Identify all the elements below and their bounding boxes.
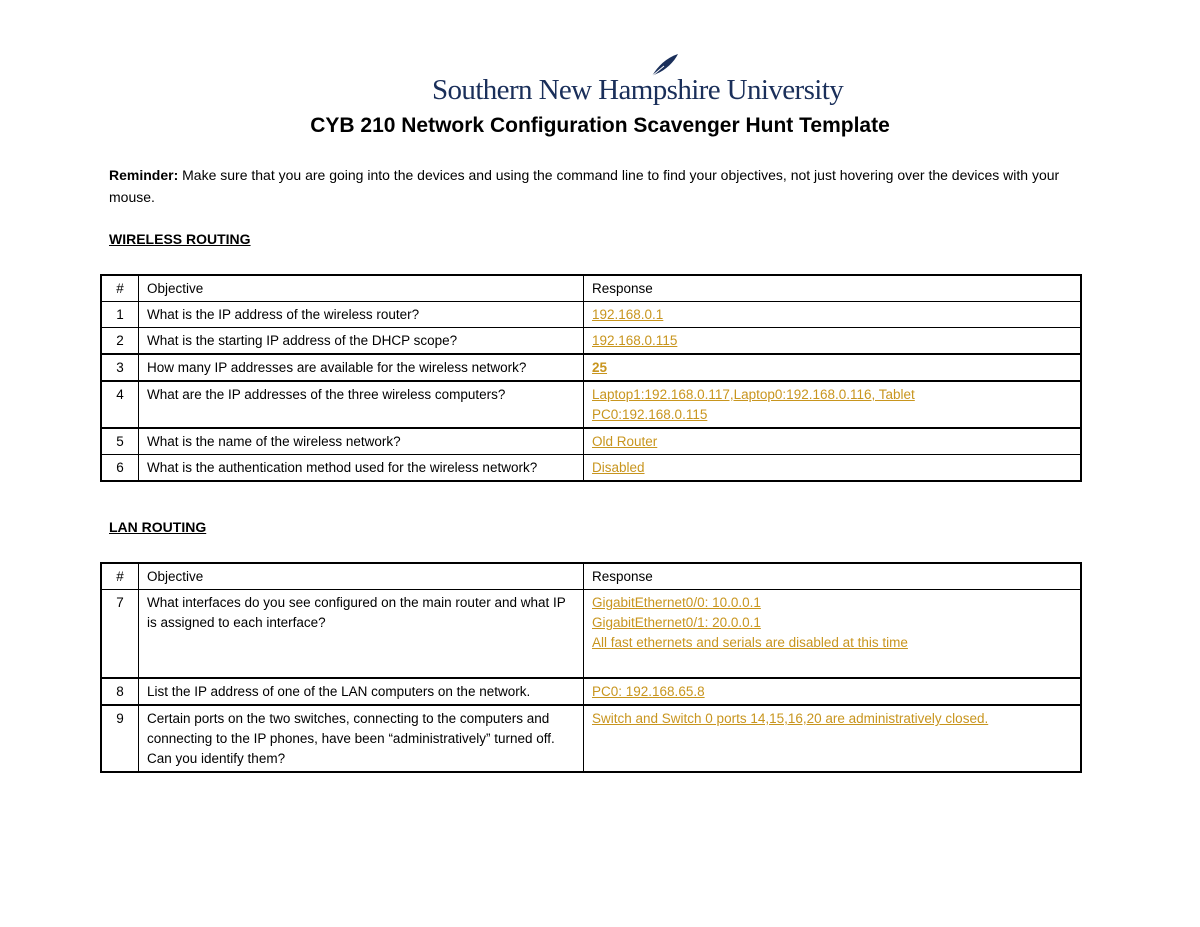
response-text: 192.168.0.1 [592,307,664,322]
lan-routing-heading: LAN ROUTING [109,519,207,535]
column-header: Objective [139,563,584,590]
table-row [101,354,1081,381]
row-number: 2 [101,328,139,355]
table-row [101,428,1081,455]
table-row [101,302,1081,328]
wireless-routing-table [100,274,1082,482]
response-text: Disabled [592,460,645,475]
objective-cell: What is the IP address of the wireless router? [139,302,584,328]
objective-cell: Certain ports on the two switches, connecting to the computers and connecting to the IP phones, have been “administratively” turned off. Can you identify them? [139,705,584,772]
objective-cell: What is the name of the wireless network? [139,428,584,455]
table-row [101,678,1081,705]
page-title: CYB 210 Network Configuration Scavenger Hunt Template [310,114,890,137]
response-cell [584,302,1082,328]
wireless-routing-heading: WIRELESS ROUTING [109,231,251,247]
row-number: 1 [101,302,139,328]
column-header: # [101,563,139,590]
row-number: 4 [101,381,139,428]
response-cell [584,354,1082,381]
logo-text: Southern New Hampshire University [432,74,844,106]
response-cell [584,328,1082,355]
table-row [101,705,1081,772]
table-row [101,328,1081,355]
table-row [101,590,1081,679]
response-text: Switch and Switch 0 ports 14,15,16,20 are administratively closed. [592,711,989,726]
table-header-row [101,563,1081,590]
snhu-logo [432,52,844,106]
row-number: 3 [101,354,139,381]
column-header: # [101,275,139,302]
column-header: Objective [139,275,584,302]
row-number: 5 [101,428,139,455]
response-text: All fast ethernets and serials are disabled at this time [592,635,908,650]
response-text: PC0: 192.168.65.8 [592,684,705,699]
response-text: 25 [592,360,608,375]
column-header: Response [584,563,1082,590]
row-number: 6 [101,455,139,482]
reminder-label: Reminder: [109,167,179,183]
row-number: 8 [101,678,139,705]
response-text: GigabitEthernet0/0: 10.0.0.1 [592,595,761,610]
row-number: 9 [101,705,139,772]
column-header: Response [584,275,1082,302]
response-text: PC0:192.168.0.115 [592,407,708,422]
feather-icon [650,52,680,78]
response-text: Laptop1:192.168.0.117,Laptop0:192.168.0.116, Tablet [592,387,915,402]
objective-cell: How many IP addresses are available for the wireless network? [139,354,584,381]
objective-cell: What is the authentication method used for the wireless network? [139,455,584,482]
table-header-row [101,275,1081,302]
objective-cell: What is the starting IP address of the DHCP scope? [139,328,584,355]
lan-routing-table [100,562,1082,773]
response-cell [584,428,1082,455]
response-cell [584,705,1082,772]
reminder-text: Make sure that you are going into the devices and using the command line to find your objectives, not just hovering over the devices with your mouse. [109,167,1060,205]
response-text: 192.168.0.115 [592,333,678,348]
response-cell [584,590,1082,679]
row-number: 7 [101,590,139,679]
response-cell [584,455,1082,482]
objective-cell: What interfaces do you see configured on the main router and what IP is assigned to each interface? [139,590,584,679]
response-text: GigabitEthernet0/1: 20.0.0.1 [592,615,761,630]
reminder-paragraph [109,164,1089,208]
response-cell [584,381,1082,428]
table-row [101,381,1081,428]
response-text: Old Router [592,434,658,449]
response-cell [584,678,1082,705]
objective-cell: What are the IP addresses of the three wireless computers? [139,381,584,428]
objective-cell: List the IP address of one of the LAN computers on the network. [139,678,584,705]
table-row [101,455,1081,482]
